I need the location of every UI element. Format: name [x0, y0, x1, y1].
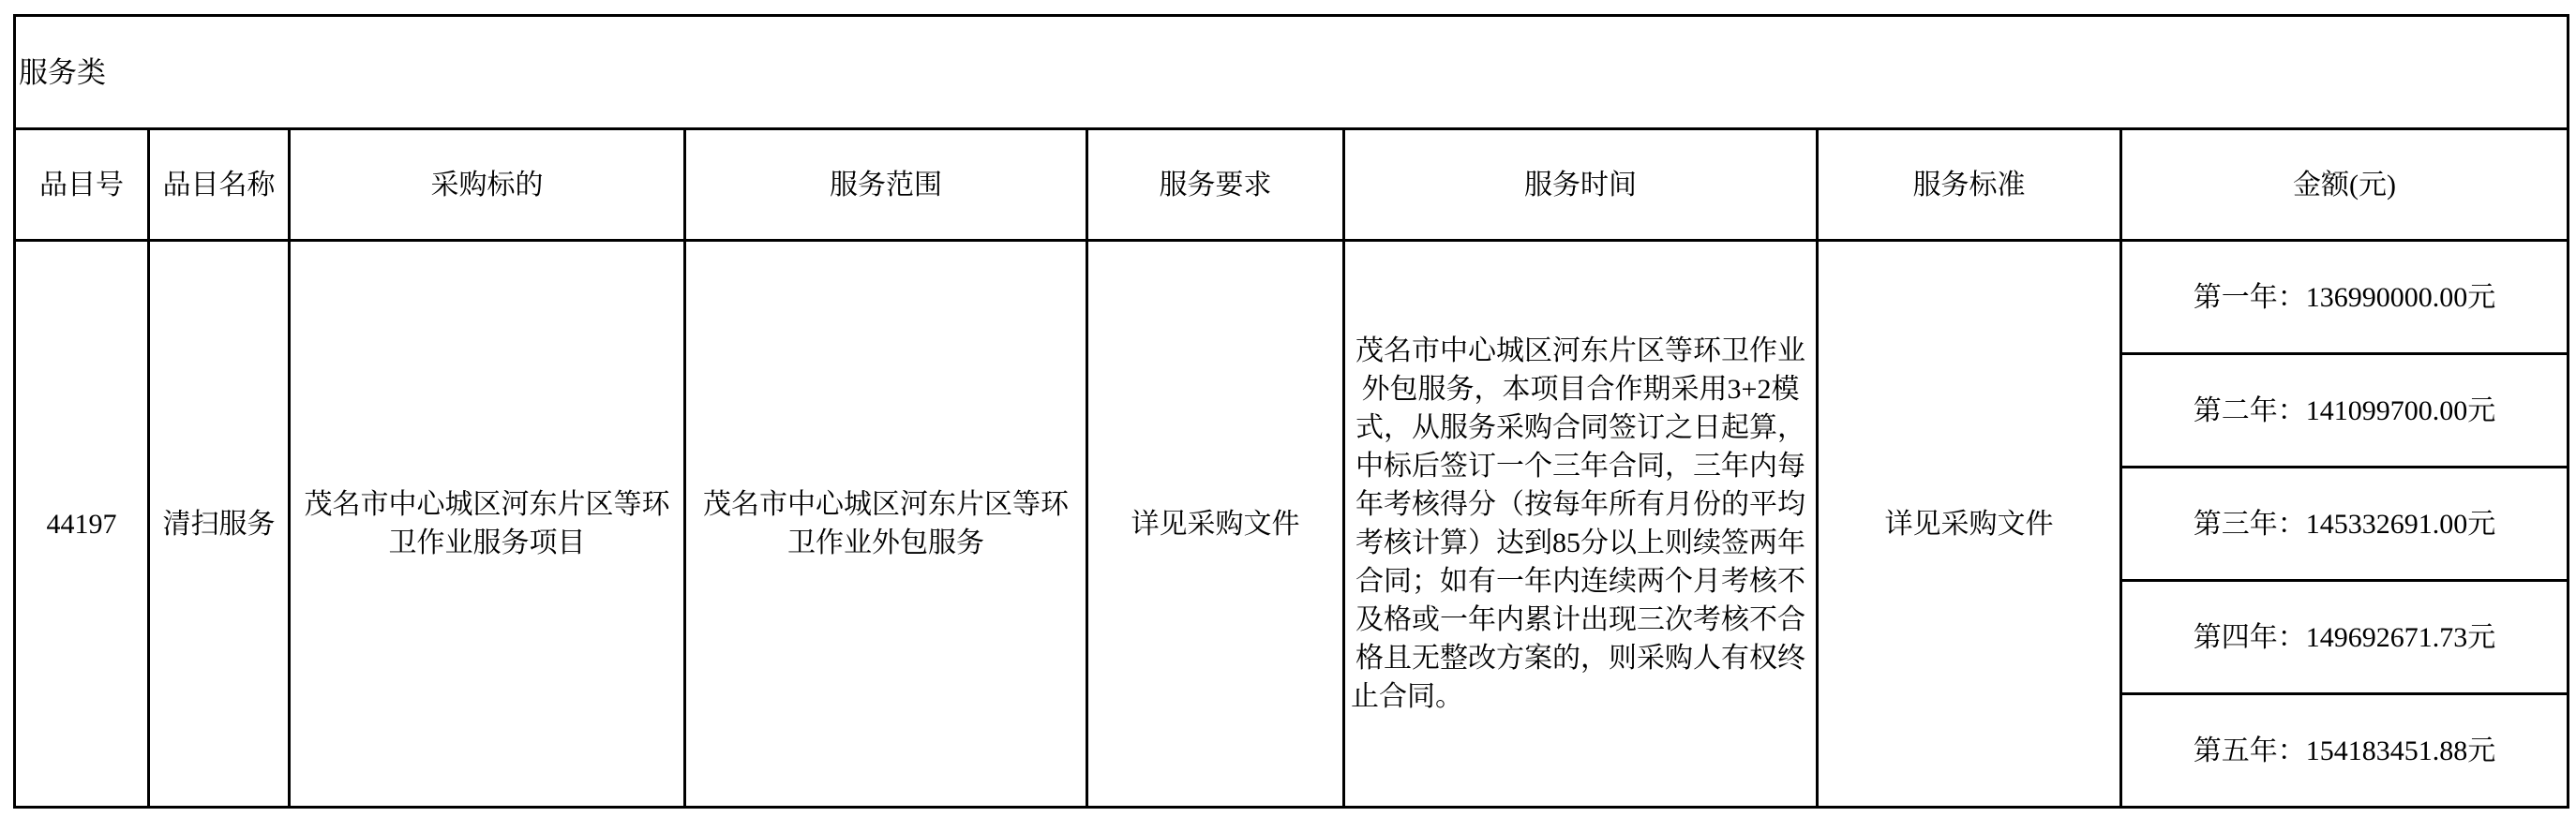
section-title-row — [15, 16, 2569, 129]
cell-item-name: 清扫服务 — [149, 241, 290, 808]
cell-service-time: 茂名市中心城区河东片区等环卫作业外包服务，本项目合作期采用3+2模式，从服务采购合同签订之日起算，中标后签订一个三年合同，三年内每年考核得分（按每年所有月份的平均考核计算）达到85分以上则续签两年合同；如有一年内连续两个月考核不及格或一年内累计出现三次考核不合格且无整改方案的，则采购人有权终止合同。 — [1344, 241, 1818, 808]
header-service-time: 服务时间 — [1344, 129, 1818, 241]
table-row — [15, 241, 2569, 354]
cell-procurement-target: 茂名市中心城区河东片区等环卫作业服务项目 — [290, 241, 685, 808]
header-service-scope: 服务范围 — [685, 129, 1087, 241]
cell-amount-year-4: 第四年：149692671.73元 — [2121, 581, 2569, 694]
header-amount: 金额(元) — [2121, 129, 2569, 241]
cell-amount-year-5: 第五年：154183451.88元 — [2121, 694, 2569, 808]
header-service-requirements: 服务要求 — [1087, 129, 1344, 241]
cell-amount-year-2: 第二年：141099700.00元 — [2121, 354, 2569, 468]
header-item-name: 品目名称 — [149, 129, 290, 241]
cell-service-scope: 茂名市中心城区河东片区等环卫作业外包服务 — [685, 241, 1087, 808]
cell-service-standard: 详见采购文件 — [1818, 241, 2121, 808]
header-item-no: 品目号 — [15, 129, 149, 241]
header-procurement-target: 采购标的 — [290, 129, 685, 241]
cell-item-no: 44197 — [15, 241, 149, 808]
cell-amount-year-1: 第一年：136990000.00元 — [2121, 241, 2569, 354]
cell-service-requirements: 详见采购文件 — [1087, 241, 1344, 808]
header-service-standard: 服务标准 — [1818, 129, 2121, 241]
table-header-row — [15, 129, 2569, 241]
section-title: 服务类 — [15, 16, 2569, 129]
procurement-table — [13, 14, 2569, 809]
cell-amount-year-3: 第三年：145332691.00元 — [2121, 468, 2569, 581]
